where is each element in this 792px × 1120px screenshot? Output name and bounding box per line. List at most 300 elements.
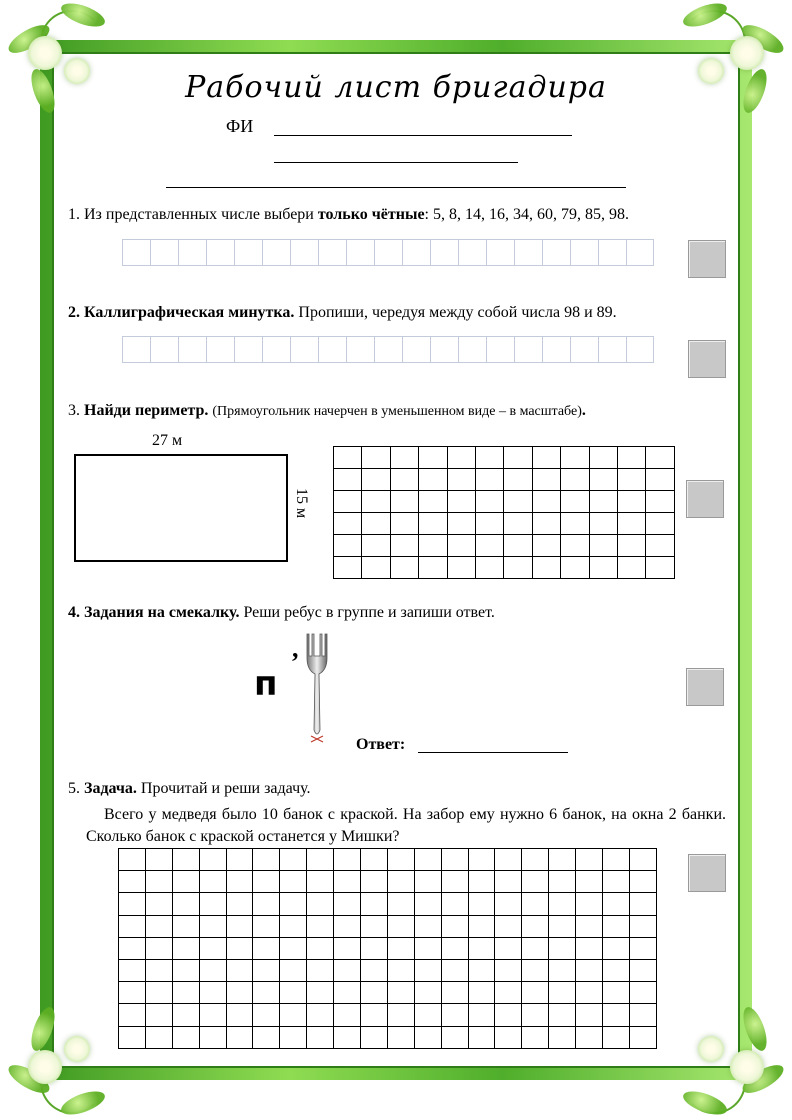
grid-cell[interactable] [206,239,234,266]
grid-cell[interactable] [442,916,469,938]
grid-cell[interactable] [334,491,362,513]
grid-cell[interactable] [206,336,234,363]
grid-cell[interactable] [522,1004,549,1026]
grid-cell[interactable] [469,871,496,893]
grid-cell[interactable] [603,1027,630,1049]
grid-cell[interactable] [227,1004,254,1026]
grid-cell[interactable] [442,849,469,871]
grid-cell[interactable] [280,1004,307,1026]
grid-cell[interactable] [448,491,476,513]
grid-cell[interactable] [495,916,522,938]
grid-cell[interactable] [391,469,419,491]
grid-cell[interactable] [618,447,646,469]
grid-cell[interactable] [486,239,514,266]
grid-cell[interactable] [362,557,390,579]
grid-cell[interactable] [290,239,318,266]
grid-cell[interactable] [361,982,388,1004]
grid-cell[interactable] [442,871,469,893]
grid-cell[interactable] [442,893,469,915]
grid-cell[interactable] [504,491,532,513]
grid-cell[interactable] [227,871,254,893]
name-line[interactable] [166,187,626,188]
grid-cell[interactable] [576,960,603,982]
grid-cell[interactable] [458,239,486,266]
grid-cell[interactable] [318,336,346,363]
grid-cell[interactable] [626,336,654,363]
grid-cell[interactable] [448,469,476,491]
grid-cell[interactable] [253,916,280,938]
grid-cell[interactable] [146,982,173,1004]
grid-cell[interactable] [590,469,618,491]
grid-cell[interactable] [391,557,419,579]
score-box[interactable] [688,854,726,892]
grid-cell[interactable] [346,336,374,363]
grid-cell[interactable] [504,557,532,579]
grid-cell[interactable] [576,982,603,1004]
grid-cell[interactable] [334,938,361,960]
grid-cell[interactable] [590,557,618,579]
grid-cell[interactable] [504,469,532,491]
score-box[interactable] [688,340,726,378]
grid-cell[interactable] [402,239,430,266]
grid-cell[interactable] [598,336,626,363]
grid-cell[interactable] [476,469,504,491]
grid-cell[interactable] [122,336,150,363]
grid-cell[interactable] [362,491,390,513]
grid-cell[interactable] [469,960,496,982]
grid-cell[interactable] [234,336,262,363]
name-line[interactable] [274,135,572,136]
grid-cell[interactable] [469,849,496,871]
grid-cell[interactable] [476,491,504,513]
grid-cell[interactable] [415,960,442,982]
grid-cell[interactable] [146,938,173,960]
grid-cell[interactable] [173,938,200,960]
grid-cell[interactable] [253,871,280,893]
grid-cell[interactable] [415,1004,442,1026]
grid-cell[interactable] [307,982,334,1004]
grid-cell[interactable] [119,871,146,893]
grid-cell[interactable] [391,447,419,469]
grid-cell[interactable] [146,871,173,893]
grid-cell[interactable] [200,938,227,960]
grid-cell[interactable] [227,982,254,1004]
grid-cell[interactable] [495,871,522,893]
grid-cell[interactable] [119,1004,146,1026]
grid-cell[interactable] [522,849,549,871]
grid-cell[interactable] [334,469,362,491]
grid-cell[interactable] [495,938,522,960]
grid-cell[interactable] [522,960,549,982]
grid-cell[interactable] [253,1027,280,1049]
grid-cell[interactable] [173,982,200,1004]
grid-cell[interactable] [514,239,542,266]
grid-cell[interactable] [419,557,447,579]
grid-cell[interactable] [495,960,522,982]
grid-cell[interactable] [307,1004,334,1026]
grid-cell[interactable] [253,893,280,915]
grid-cell[interactable] [253,960,280,982]
grid-cell[interactable] [603,982,630,1004]
grid-cell[interactable] [200,871,227,893]
grid-cell[interactable] [646,491,674,513]
grid-cell[interactable] [334,535,362,557]
grid-cell[interactable] [419,469,447,491]
grid-cell[interactable] [630,960,657,982]
grid-cell[interactable] [469,1027,496,1049]
grid-cell[interactable] [334,849,361,871]
grid-cell[interactable] [522,938,549,960]
grid-cell[interactable] [442,938,469,960]
grid-cell[interactable] [430,239,458,266]
grid-cell[interactable] [146,916,173,938]
grid-cell[interactable] [307,849,334,871]
grid-cell[interactable] [227,938,254,960]
grid-cell[interactable] [146,893,173,915]
grid-cell[interactable] [362,447,390,469]
grid-cell[interactable] [533,469,561,491]
grid-cell[interactable] [374,336,402,363]
grid-cell[interactable] [549,871,576,893]
grid-cell[interactable] [504,447,532,469]
grid-cell[interactable] [334,871,361,893]
grid-cell[interactable] [646,513,674,535]
answer-grid[interactable] [333,446,675,579]
grid-cell[interactable] [561,557,589,579]
grid-cell[interactable] [630,871,657,893]
grid-cell[interactable] [388,916,415,938]
grid-cell[interactable] [476,513,504,535]
grid-cell[interactable] [495,1027,522,1049]
grid-cell[interactable] [391,535,419,557]
grid-cell[interactable] [448,513,476,535]
grid-cell[interactable] [533,557,561,579]
grid-cell[interactable] [495,1004,522,1026]
grid-cell[interactable] [504,535,532,557]
grid-cell[interactable] [374,239,402,266]
grid-cell[interactable] [119,1027,146,1049]
grid-cell[interactable] [549,893,576,915]
grid-cell[interactable] [307,893,334,915]
grid-cell[interactable] [618,513,646,535]
grid-cell[interactable] [448,535,476,557]
grid-cell[interactable] [419,513,447,535]
grid-cell[interactable] [173,1027,200,1049]
grid-cell[interactable] [533,513,561,535]
grid-cell[interactable] [388,893,415,915]
grid-cell[interactable] [522,982,549,1004]
grid-cell[interactable] [307,938,334,960]
grid-cell[interactable] [570,336,598,363]
grid-cell[interactable] [549,982,576,1004]
grid-cell[interactable] [173,893,200,915]
grid-cell[interactable] [549,916,576,938]
grid-cell[interactable] [388,871,415,893]
answer-cells[interactable] [122,336,654,363]
grid-cell[interactable] [173,871,200,893]
grid-cell[interactable] [362,469,390,491]
grid-cell[interactable] [119,893,146,915]
grid-cell[interactable] [476,557,504,579]
grid-cell[interactable] [388,1004,415,1026]
grid-cell[interactable] [388,982,415,1004]
grid-cell[interactable] [646,535,674,557]
grid-cell[interactable] [630,1027,657,1049]
grid-cell[interactable] [361,893,388,915]
grid-cell[interactable] [362,513,390,535]
grid-cell[interactable] [576,893,603,915]
grid-cell[interactable] [334,1004,361,1026]
grid-cell[interactable] [307,1027,334,1049]
grid-cell[interactable] [561,491,589,513]
grid-cell[interactable] [253,938,280,960]
grid-cell[interactable] [415,982,442,1004]
grid-cell[interactable] [280,1027,307,1049]
grid-cell[interactable] [173,960,200,982]
grid-cell[interactable] [603,960,630,982]
grid-cell[interactable] [533,447,561,469]
grid-cell[interactable] [415,938,442,960]
grid-cell[interactable] [253,849,280,871]
grid-cell[interactable] [561,447,589,469]
grid-cell[interactable] [626,239,654,266]
grid-cell[interactable] [576,871,603,893]
grid-cell[interactable] [361,1004,388,1026]
grid-cell[interactable] [522,871,549,893]
grid-cell[interactable] [388,849,415,871]
grid-cell[interactable] [603,871,630,893]
grid-cell[interactable] [307,916,334,938]
grid-cell[interactable] [146,1004,173,1026]
grid-cell[interactable] [415,871,442,893]
grid-cell[interactable] [469,1004,496,1026]
grid-cell[interactable] [200,982,227,1004]
grid-cell[interactable] [122,239,150,266]
grid-cell[interactable] [280,982,307,1004]
grid-cell[interactable] [200,893,227,915]
grid-cell[interactable] [227,849,254,871]
grid-cell[interactable] [514,336,542,363]
grid-cell[interactable] [227,1027,254,1049]
grid-cell[interactable] [618,535,646,557]
grid-cell[interactable] [388,960,415,982]
grid-cell[interactable] [290,336,318,363]
grid-cell[interactable] [598,239,626,266]
grid-cell[interactable] [419,491,447,513]
grid-cell[interactable] [346,239,374,266]
grid-cell[interactable] [590,491,618,513]
grid-cell[interactable] [178,336,206,363]
grid-cell[interactable] [280,960,307,982]
grid-cell[interactable] [603,893,630,915]
grid-cell[interactable] [590,513,618,535]
grid-cell[interactable] [146,960,173,982]
grid-cell[interactable] [318,239,346,266]
grid-cell[interactable] [361,916,388,938]
grid-cell[interactable] [361,1027,388,1049]
grid-cell[interactable] [630,982,657,1004]
grid-cell[interactable] [200,1027,227,1049]
grid-cell[interactable] [549,938,576,960]
grid-cell[interactable] [549,849,576,871]
grid-cell[interactable] [415,893,442,915]
grid-cell[interactable] [334,1027,361,1049]
grid-cell[interactable] [646,557,674,579]
grid-cell[interactable] [542,336,570,363]
grid-cell[interactable] [495,893,522,915]
grid-cell[interactable] [458,336,486,363]
grid-cell[interactable] [442,982,469,1004]
grid-cell[interactable] [576,849,603,871]
grid-cell[interactable] [603,938,630,960]
grid-cell[interactable] [334,982,361,1004]
grid-cell[interactable] [570,239,598,266]
grid-cell[interactable] [522,893,549,915]
grid-cell[interactable] [603,916,630,938]
grid-cell[interactable] [522,1027,549,1049]
grid-cell[interactable] [173,1004,200,1026]
grid-cell[interactable] [119,849,146,871]
grid-cell[interactable] [227,916,254,938]
grid-cell[interactable] [234,239,262,266]
grid-cell[interactable] [200,916,227,938]
grid-cell[interactable] [178,239,206,266]
grid-cell[interactable] [630,893,657,915]
grid-cell[interactable] [630,938,657,960]
grid-cell[interactable] [362,535,390,557]
grid-cell[interactable] [253,1004,280,1026]
grid-cell[interactable] [415,1027,442,1049]
grid-cell[interactable] [280,893,307,915]
grid-cell[interactable] [630,849,657,871]
grid-cell[interactable] [549,1004,576,1026]
grid-cell[interactable] [495,849,522,871]
grid-cell[interactable] [280,871,307,893]
grid-cell[interactable] [561,469,589,491]
grid-cell[interactable] [618,469,646,491]
grid-cell[interactable] [361,938,388,960]
grid-cell[interactable] [448,447,476,469]
grid-cell[interactable] [334,513,362,535]
grid-cell[interactable] [227,893,254,915]
grid-cell[interactable] [415,916,442,938]
grid-cell[interactable] [576,916,603,938]
grid-cell[interactable] [430,336,458,363]
grid-cell[interactable] [146,1027,173,1049]
grid-cell[interactable] [119,982,146,1004]
grid-cell[interactable] [533,535,561,557]
grid-cell[interactable] [253,982,280,1004]
grid-cell[interactable] [542,239,570,266]
grid-cell[interactable] [630,916,657,938]
grid-cell[interactable] [646,469,674,491]
score-box[interactable] [686,668,724,706]
grid-cell[interactable] [402,336,430,363]
grid-cell[interactable] [388,938,415,960]
grid-cell[interactable] [119,960,146,982]
grid-cell[interactable] [334,447,362,469]
grid-cell[interactable] [419,535,447,557]
grid-cell[interactable] [200,1004,227,1026]
grid-cell[interactable] [334,916,361,938]
grid-cell[interactable] [576,938,603,960]
grid-cell[interactable] [361,871,388,893]
grid-cell[interactable] [618,557,646,579]
answer-grid[interactable] [118,848,657,1049]
grid-cell[interactable] [334,557,362,579]
grid-cell[interactable] [486,336,514,363]
grid-cell[interactable] [561,535,589,557]
grid-cell[interactable] [334,893,361,915]
grid-cell[interactable] [361,849,388,871]
grid-cell[interactable] [448,557,476,579]
grid-cell[interactable] [173,849,200,871]
grid-cell[interactable] [262,336,290,363]
grid-cell[interactable] [361,960,388,982]
grid-cell[interactable] [280,849,307,871]
grid-cell[interactable] [630,1004,657,1026]
grid-cell[interactable] [307,871,334,893]
grid-cell[interactable] [419,447,447,469]
grid-cell[interactable] [561,513,589,535]
grid-cell[interactable] [150,239,178,266]
name-line[interactable] [274,162,518,163]
answer-cells[interactable] [122,239,654,266]
grid-cell[interactable] [590,535,618,557]
grid-cell[interactable] [576,1027,603,1049]
grid-cell[interactable] [442,960,469,982]
grid-cell[interactable] [119,916,146,938]
grid-cell[interactable] [576,1004,603,1026]
grid-cell[interactable] [391,513,419,535]
grid-cell[interactable] [469,938,496,960]
grid-cell[interactable] [603,1004,630,1026]
grid-cell[interactable] [227,960,254,982]
grid-cell[interactable] [119,938,146,960]
grid-cell[interactable] [391,491,419,513]
grid-cell[interactable] [469,916,496,938]
score-box[interactable] [688,240,726,278]
grid-cell[interactable] [549,960,576,982]
grid-cell[interactable] [476,535,504,557]
grid-cell[interactable] [495,982,522,1004]
grid-cell[interactable] [334,960,361,982]
grid-cell[interactable] [280,938,307,960]
grid-cell[interactable] [442,1027,469,1049]
score-box[interactable] [686,480,724,518]
answer-line[interactable] [418,752,568,753]
grid-cell[interactable] [469,982,496,1004]
grid-cell[interactable] [590,447,618,469]
grid-cell[interactable] [150,336,178,363]
grid-cell[interactable] [173,916,200,938]
grid-cell[interactable] [504,513,532,535]
grid-cell[interactable] [603,849,630,871]
grid-cell[interactable] [200,960,227,982]
grid-cell[interactable] [388,1027,415,1049]
grid-cell[interactable] [307,960,334,982]
grid-cell[interactable] [469,893,496,915]
grid-cell[interactable] [533,491,561,513]
grid-cell[interactable] [476,447,504,469]
grid-cell[interactable] [280,916,307,938]
grid-cell[interactable] [618,491,646,513]
grid-cell[interactable] [522,916,549,938]
grid-cell[interactable] [646,447,674,469]
grid-cell[interactable] [146,849,173,871]
grid-cell[interactable] [442,1004,469,1026]
grid-cell[interactable] [549,1027,576,1049]
